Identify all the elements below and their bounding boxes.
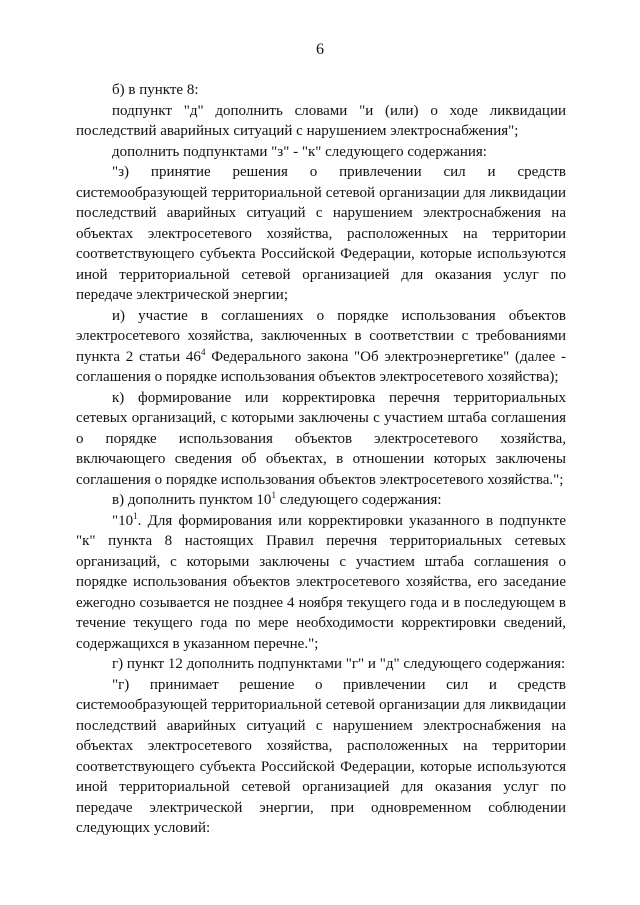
paragraph — [76, 490, 566, 511]
paragraph — [76, 388, 566, 491]
text-run: и) участие в соглашениях о порядке использования объектов электросетевого хозяйства, заключенных в соответствии с требованиями пункта 2 статьи 46 — [76, 307, 566, 365]
text-run: "г) принимает решение о привлечении сил и средств системообразующей территориальной сетевой организации для ликвидации последствий аварийных ситуаций с нарушением электроснабжения на объектах электросетевого хозяйства, расположенных на территории соответствующего субъекта Российской Федерации, которые используются иной территориальной сетевой организацией для оказания услуг по передаче электрической энергии, при одновременном соблюдении следующих условий: — [76, 676, 566, 836]
paragraph — [76, 511, 566, 655]
paragraph — [76, 80, 566, 101]
text-run: следующего содержания: — [275, 492, 442, 508]
document-body — [76, 80, 566, 839]
superscript: 1 — [133, 510, 138, 521]
text-run: "10 — [112, 512, 134, 529]
text-run: подпункт "д" дополнить словами "и (или) о ходе ликвидации последствий аварийных ситуаций с нарушением электроснабжения"; — [76, 102, 566, 139]
text-run: г) пункт 12 дополнить подпунктами "г" и "д" следующего содержания: — [112, 656, 566, 672]
paragraph — [76, 162, 566, 306]
superscript: 4 — [200, 346, 206, 357]
page-number: 6 — [316, 41, 324, 58]
paragraph — [76, 142, 566, 163]
superscript: 1 — [271, 490, 276, 500]
text-run: "з) принятие решения о привлечении сил и средств системообразующей территориальной сетевой организации для ликвидации последствий аварийных ситуаций с нарушением электроснабжения на объектах электросетевого хозяйства, расположенных на территории соответствующего субъекта Российской Федерации, которые используются иной территориальной сетевой организацией для оказания услуг по передаче электрической энергии; — [76, 164, 566, 303]
paragraph — [76, 675, 566, 839]
text-run: . Для формирования или корректировки указанного в подпункте "к" пункта 8 настоящих Правил перечня территориальных сетевых организаций, с которыми заключены с участием штаба соглашения о порядке использования объектов электросетевого хозяйства, его заседание ежегодно созывается не позднее 4 ноября текущего года и в последующем в течение текущего года по мере необходимости корректировки сведений, содержащихся в указанном перечне."; — [76, 512, 566, 652]
paragraph — [76, 654, 566, 675]
text-run: дополнить подпунктами "з" - "к" следующего содержания: — [112, 143, 487, 160]
text-run: б) в пункте 8: — [112, 82, 199, 98]
text-run: в) дополнить пунктом 10 — [112, 492, 272, 508]
paragraph — [76, 101, 566, 142]
text-run: к) формирование или корректировка перечня территориальных сетевых организаций, с которыми заключены с участием штаба соглашения о порядке использования объектов электросетевого хозяйства, включающего сведения об объектах, в отношении которых заключены соглашения о порядке использования объектов электросетевого хозяйства."; — [76, 389, 566, 488]
text-run: Федерального закона "Об электроэнергетике" (далее - соглашения о порядке использования объектов электросетевого хозяйства); — [76, 348, 566, 385]
paragraph — [76, 306, 566, 388]
